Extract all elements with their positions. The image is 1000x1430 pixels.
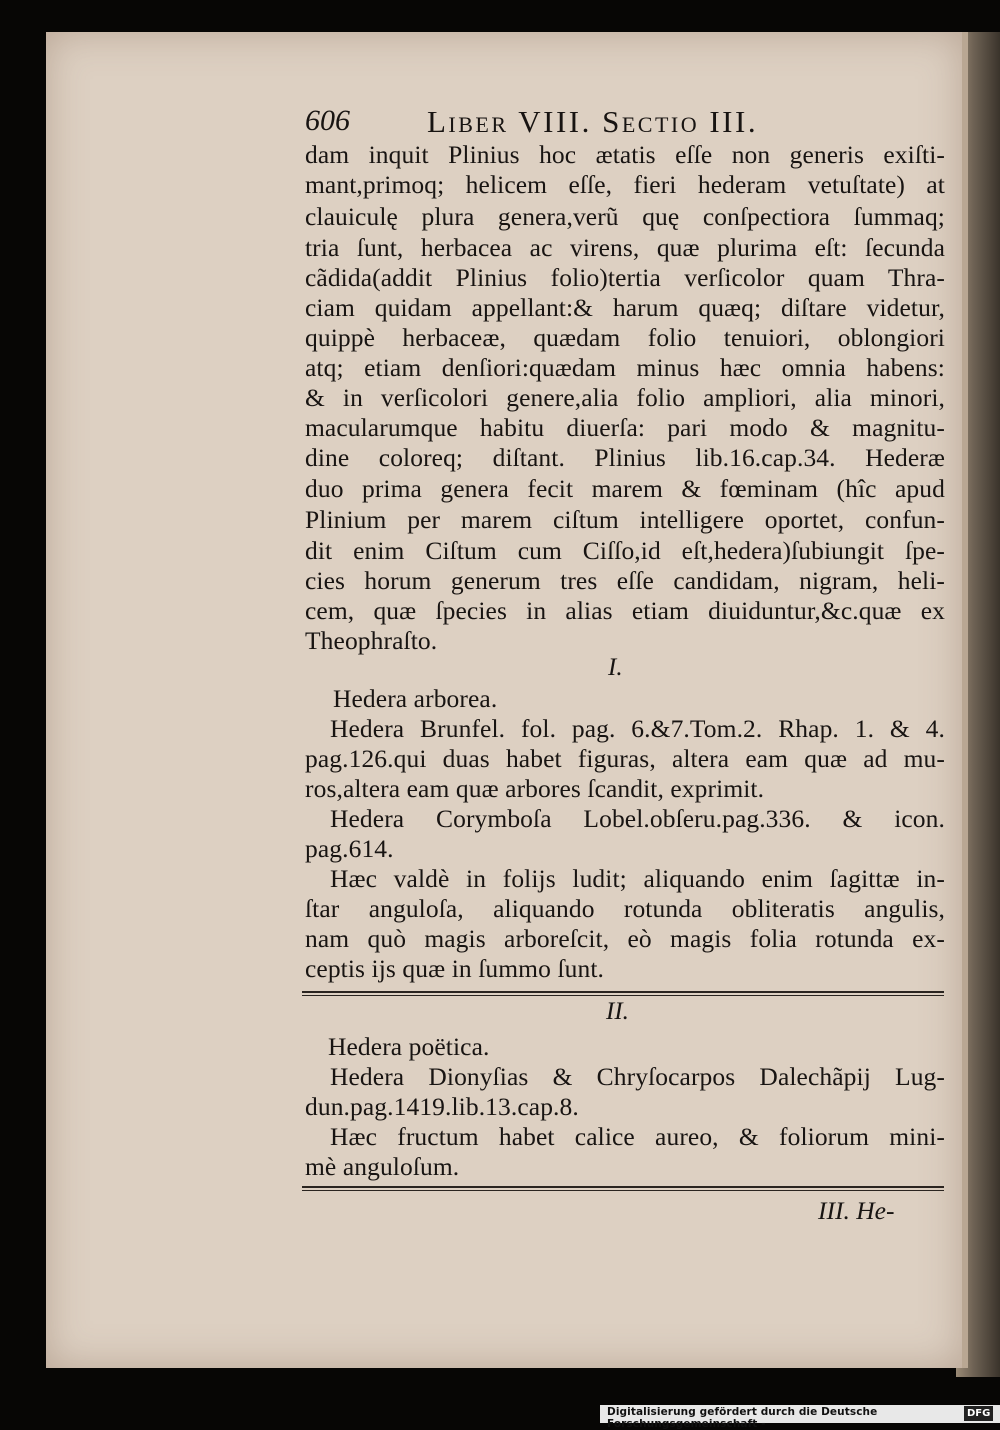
section-divider: [302, 1186, 944, 1191]
section-line: ros,altera eam quæ arbores ſcandit, exprimit.: [305, 774, 765, 803]
body-line: cãdida(addit Plinius folio)tertia verſicolor quam Thra-: [305, 263, 945, 292]
section-line: Hedera Dionyſias & Chryſocarpos Dalechãpij Lug-: [330, 1062, 945, 1091]
body-line: clauiculę plura genera,verũ quę conſpectiora ſummaq;: [305, 202, 945, 231]
body-line: quippè herbaceæ, quædam folio tenuiori, oblongiori: [305, 323, 945, 352]
body-line: macularumque habitu diuerſa: pari modo & magnitu-: [305, 413, 945, 442]
section-line: ceptis ijs quæ in ſummo ſunt.: [305, 954, 604, 983]
section-line: mè anguloſum.: [305, 1152, 460, 1181]
body-line: tria ſunt, herbacea ac virens, quæ plurima eſt: ſecunda: [305, 233, 945, 262]
section-line: Hedera Corymboſa Lobel.obſeru.pag.336. & icon.: [330, 804, 945, 833]
page-header: [305, 104, 885, 138]
running-title: Liber VIII. Sectio III.: [427, 104, 759, 139]
section-title: Hedera arborea.: [333, 684, 498, 713]
body-line: Plinium per marem ciſtum intelligere oportet, confun-: [305, 505, 945, 534]
body-line: cies horum generum tres eſſe candidam, nigram, heli-: [305, 566, 945, 595]
body-line: dam inquit Plinius hoc ætatis eſſe non generis exiſti-: [305, 140, 945, 169]
section-divider: [302, 991, 944, 996]
body-line: dit enim Ciſtum cum Ciſſo,id eſt,hedera)ſubiungit ſpe-: [305, 536, 945, 565]
section-line: Hedera Brunfel. fol. pag. 6.&7.Tom.2. Rhap. 1. & 4.: [330, 714, 945, 743]
section-line: Hæc valdè in folijs ludit; aliquando enim ſagittæ in-: [330, 864, 945, 893]
section-line: Hæc fructum habet calice aureo, & foliorum mini-: [330, 1122, 945, 1151]
funding-notice: Digitalisierung gefördert durch die Deutsche Forschungsgemeinschaft -: [607, 1406, 878, 1430]
catchword: III. He-: [818, 1196, 895, 1225]
page-number: 606: [305, 104, 350, 137]
section-title: Hedera poëtica.: [328, 1032, 490, 1061]
section-line: nam quò magis arboreſcit, eò magis folia rotunda ex-: [305, 924, 945, 953]
section-line: pag.126.qui duas habet figuras, altera eam quæ ad mu-: [305, 744, 945, 773]
section-line: pag.614.: [305, 834, 394, 863]
body-line: ciam quidam appellant:& harum quæq; diſtare videtur,: [305, 293, 945, 322]
section-line: dun.pag.1419.lib.13.cap.8.: [305, 1092, 579, 1121]
body-line: atq; etiam denſiori:quædam minus hæc omnia habens:: [305, 353, 945, 382]
dfg-logo: DFG: [964, 1406, 993, 1421]
body-line: mant,primoq; helicem eſſe, fieri hederam vetuſtate) at: [305, 170, 945, 199]
body-line: Theophraſto.: [305, 626, 438, 655]
section-numeral: I.: [608, 654, 623, 681]
section-numeral: II.: [606, 998, 629, 1025]
section-line: ſtar anguloſa, aliquando rotunda obliteratis angulis,: [305, 894, 945, 923]
body-line: cem, quæ ſpecies in alias etiam diuiduntur,&c.quæ ex: [305, 596, 945, 625]
body-line: duo prima genera fecit marem & fœminam (hîc apud: [305, 474, 945, 503]
body-line: & in verſicolori genere,alia folio ampliori, alia minori,: [305, 383, 945, 412]
body-line: dine coloreq; diſtant. Plinius lib.16.cap.34. Hederæ: [305, 443, 945, 472]
